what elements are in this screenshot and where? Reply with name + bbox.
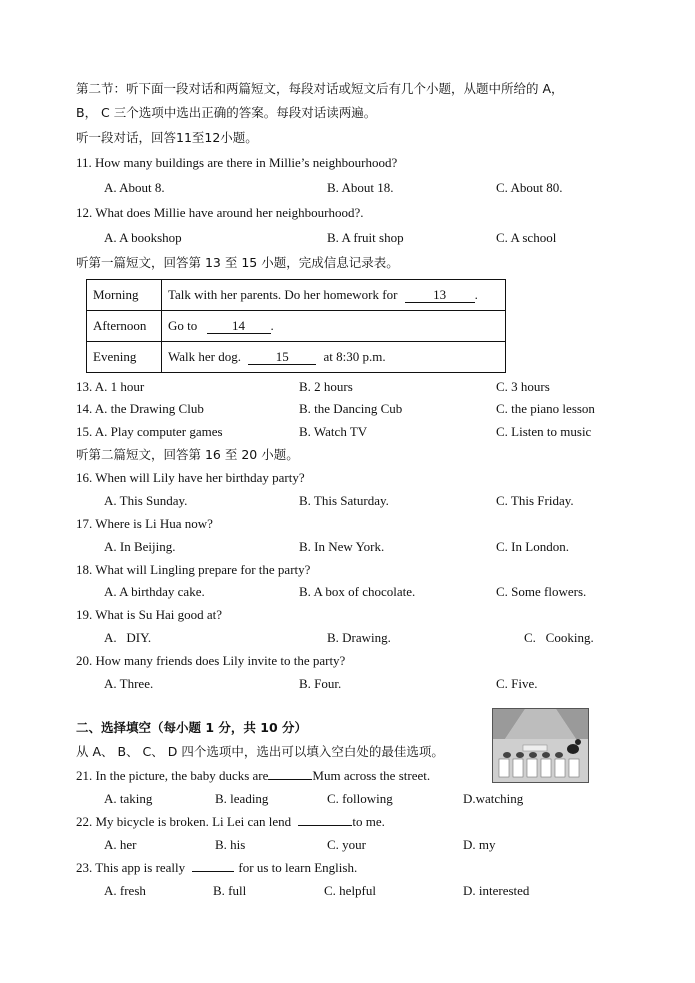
q15-option-b: B. Watch TV — [299, 424, 368, 439]
q22-stem-post: to me. — [352, 814, 385, 829]
q21-option-d: D.watching — [463, 791, 524, 806]
q11-option-b: B. About 18. — [327, 180, 394, 195]
q23-option-a: A. fresh — [104, 883, 146, 898]
intro-line-2: B， C 三个选项中选出正确的答案。每段对话读两遍。 — [76, 105, 377, 120]
q19-stem: 19. What is Su Hai good at? — [76, 607, 222, 622]
table-row-afternoon — [87, 311, 506, 342]
q15-option-c: C. Listen to music — [496, 424, 592, 439]
q12-stem: 12. What does Millie have around her neighbourhood?. — [76, 205, 364, 220]
q18-option-a: A. A birthday cake. — [104, 584, 205, 599]
row-label-afternoon: Afternoon — [87, 311, 162, 342]
section2-title: 二、选择填空（每小题 1 分，共 10 分） — [76, 720, 308, 735]
q19-option-a: A. DIY. — [104, 630, 152, 645]
q12-option-a: A. A bookshop — [104, 230, 182, 245]
passage2-instruction: 听第二篇短文，回答第 16 至 20 小题。 — [76, 447, 299, 462]
afternoon-text: Go to — [168, 318, 198, 333]
q22-stem-pre: 22. My bicycle is broken. Li Lei can lend — [76, 814, 292, 829]
row-content-evening — [162, 342, 506, 373]
q11-stem: 11. How many buildings are there in Millie’s neighbourhood? — [76, 155, 398, 170]
table-row-evening — [87, 342, 506, 373]
q17-stem: 17. Where is Li Hua now? — [76, 516, 213, 531]
q20-option-b: B. Four. — [299, 676, 342, 691]
q13-option-a: 13. A. 1 hour — [76, 379, 145, 394]
q21-stem-pre: 21. In the picture, the baby ducks are — [76, 768, 269, 783]
q16-option-a: A. This Sunday. — [104, 493, 188, 508]
q20-stem: 20. How many friends does Lily invite to the party? — [76, 653, 346, 668]
q23-stem — [76, 860, 357, 876]
q16-stem: 16. When will Lily have her birthday party? — [76, 470, 305, 485]
q21-stem — [76, 768, 430, 784]
info-record-table — [86, 279, 506, 373]
q23-blank[interactable] — [192, 871, 234, 872]
q22-option-b: B. his — [215, 837, 246, 852]
q14-option-b: B. the Dancing Cub — [299, 401, 403, 416]
q21-option-a: A. taking — [104, 791, 153, 806]
q21-stem-post: Mum across the street. — [312, 768, 431, 783]
intro-line-1: 第二节：听下面一段对话和两篇短文，每段对话或短文后有几个小题，从题中所给的 A， — [76, 81, 564, 96]
q23-option-b: B. full — [213, 883, 247, 898]
blank-15[interactable]: 15 — [248, 350, 316, 365]
ducks-crossing-image — [493, 709, 588, 782]
q22-option-c: C. your — [327, 837, 366, 852]
q16-option-b: B. This Saturday. — [299, 493, 389, 508]
row-content-afternoon — [162, 311, 506, 342]
q16-option-c: C. This Friday. — [496, 493, 574, 508]
afternoon-end: . — [270, 318, 274, 333]
q21-blank[interactable] — [268, 779, 312, 780]
q22-blank[interactable] — [298, 825, 352, 826]
q11-option-a: A. About 8. — [104, 180, 165, 195]
q12-option-b: B. A fruit shop — [327, 230, 404, 245]
q17-option-b: B. In New York. — [299, 539, 385, 554]
blank-14[interactable]: 14 — [207, 319, 271, 334]
q22-option-a: A. her — [104, 837, 137, 852]
q11-option-c: C. About 80. — [496, 180, 563, 195]
q19-option-c: C. Cooking. — [524, 630, 594, 645]
q20-option-c: C. Five. — [496, 676, 538, 691]
section2-instruction: 从 A、 B、 C、 D 四个选项中，选出可以填入空白处的最佳选项。 — [76, 744, 444, 759]
q23-stem-post: for us to learn English. — [238, 860, 358, 875]
q22-option-d: D. my — [463, 837, 496, 852]
row-label-evening: Evening — [87, 342, 162, 373]
evening-text: Walk her dog. — [168, 349, 241, 364]
morning-text: Talk with her parents. Do her homework for — [168, 287, 398, 302]
q20-option-a: A. Three. — [104, 676, 154, 691]
q14-option-a: 14. A. the Drawing Club — [76, 401, 204, 416]
q13-option-c: C. 3 hours — [496, 379, 550, 394]
q22-stem — [76, 814, 385, 830]
passage1-instruction: 听第一篇短文，回答第 13 至 15 小题，完成信息记录表。 — [76, 255, 399, 270]
q17-option-a: A. In Beijing. — [104, 539, 176, 554]
q23-stem-pre: 23. This app is really — [76, 860, 186, 875]
q23-option-c: C. helpful — [324, 883, 376, 898]
row-label-morning: Morning — [87, 280, 162, 311]
q13-option-b: B. 2 hours — [299, 379, 353, 394]
dialogue-instruction: 听一段对话，回答11至12小题。 — [76, 130, 258, 145]
q12-option-c: C. A school — [496, 230, 557, 245]
q18-option-b: B. A box of chocolate. — [299, 584, 416, 599]
q14-option-c: C. the piano lesson — [496, 401, 595, 416]
q18-stem: 18. What will Lingling prepare for the party? — [76, 562, 311, 577]
q18-option-c: C. Some flowers. — [496, 584, 587, 599]
ducks-crossing-picture — [492, 708, 589, 783]
q21-option-c: C. following — [327, 791, 393, 806]
row-content-morning — [162, 280, 506, 311]
morning-end: . — [474, 287, 478, 302]
blank-13[interactable]: 13 — [405, 288, 475, 303]
q19-option-b: B. Drawing. — [327, 630, 391, 645]
q15-option-a: 15. A. Play computer games — [76, 424, 223, 439]
q23-option-d: D. interested — [463, 883, 530, 898]
q17-option-c: C. In London. — [496, 539, 569, 554]
q21-option-b: B. leading — [215, 791, 269, 806]
table-row-morning — [87, 280, 506, 311]
evening-end: at 8:30 p.m. — [323, 349, 386, 364]
